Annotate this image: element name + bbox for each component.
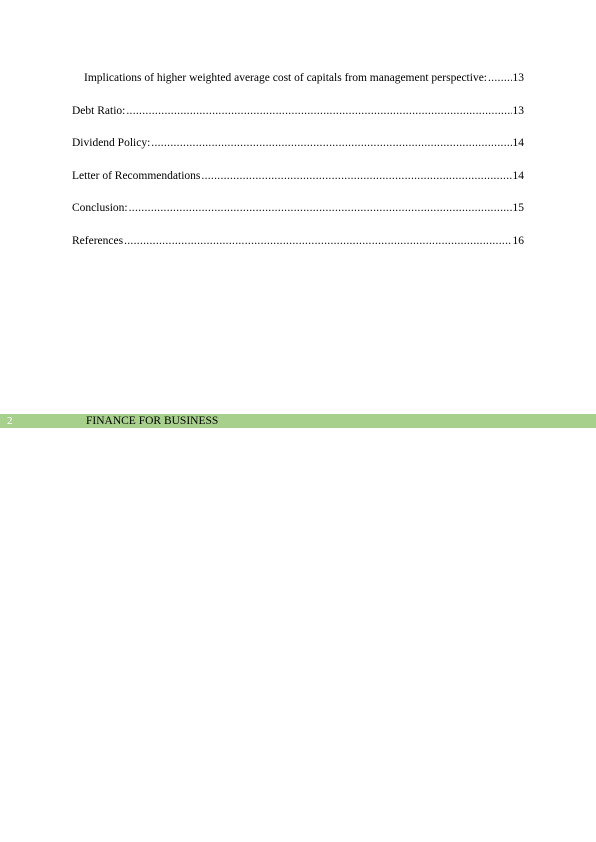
- toc-entry-title: Debt Ratio:: [72, 104, 126, 117]
- toc-entry-letter-of-recommendations[interactable]: [72, 168, 524, 184]
- toc-entry-references[interactable]: [72, 233, 524, 249]
- toc-dot-leader: [126, 103, 511, 119]
- toc-entry-page: 14: [512, 169, 524, 182]
- toc-dot-leader: [151, 135, 511, 151]
- toc-entry-title: Letter of Recommendations: [72, 169, 201, 182]
- toc-dot-leader: [201, 168, 511, 184]
- toc-entry-title: Implications of higher weighted average cost of capitals from management perspective:: [84, 72, 487, 84]
- toc-entry-page: 13: [512, 104, 524, 117]
- toc-entry-title: References: [72, 234, 124, 247]
- toc-entry-implications-wacc[interactable]: [72, 70, 524, 86]
- toc-entry-page: 13: [512, 72, 524, 84]
- toc-entry-title: Dividend Policy:: [72, 137, 151, 150]
- toc-entry-page: 16: [512, 234, 524, 247]
- toc-entry-title: Conclusion:: [72, 202, 128, 215]
- toc-dot-leader: [129, 200, 512, 216]
- toc-entry-dividend-policy[interactable]: [72, 135, 524, 151]
- page-number: 2: [7, 415, 13, 427]
- table-of-contents: [72, 70, 524, 266]
- toc-dot-leader: [488, 70, 512, 86]
- footer-document-title: FINANCE FOR BUSINESS: [86, 415, 219, 427]
- toc-dot-leader: [124, 233, 511, 249]
- toc-entry-page: 14: [512, 137, 524, 150]
- toc-entry-page: 15: [512, 202, 524, 215]
- toc-entry-debt-ratio[interactable]: [72, 103, 524, 119]
- page-footer-bar: [0, 414, 596, 428]
- toc-entry-conclusion[interactable]: [72, 200, 524, 216]
